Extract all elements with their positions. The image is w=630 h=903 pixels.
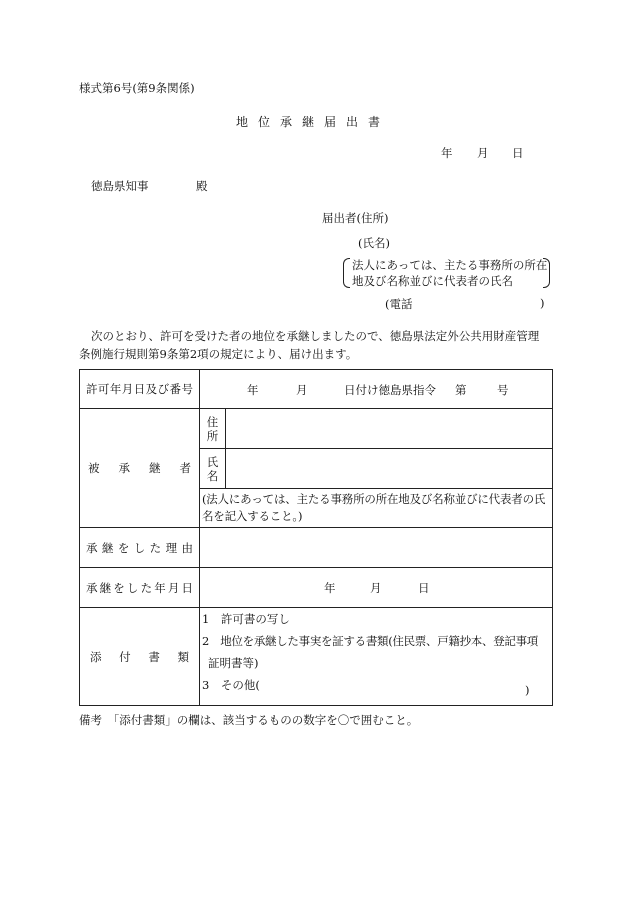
attachment-item-3-close: ) [525,683,530,697]
applicant-phone-label: (電話 [385,297,413,311]
permit-go: 号 [497,383,509,397]
applicant-phone-close: ) [540,296,545,310]
body-text-line2: 条例施行規則第9条第2項の規定により、届け出ます。 [79,347,358,361]
reason-field[interactable] [200,528,553,568]
predecessor-name-label-text: 氏名 [206,454,219,483]
body-text-line1: 次のとおり、許可を受けた者の地位を承継しましたので、徳島県法定外公共用財産管理 [91,329,540,343]
date-day: 日 [512,146,524,160]
remarks: 備考 「添付書類」の欄は、該当するものの数字を〇で囲むこと。 [79,713,419,727]
table-row-succession-date [80,568,553,608]
applicant-name-label: (氏名) [358,236,390,250]
attachment-item-3[interactable] [200,674,552,696]
succession-date-field[interactable] [200,568,553,608]
succession-year: 年 [324,581,336,595]
attachments-field [200,608,553,706]
reason-label: 承継をした理由 [80,528,200,568]
permit-month: 月 [296,383,308,397]
form-table [79,369,553,706]
succession-day: 日 [418,581,430,595]
applicant-address-label: 届出者(住所) [322,211,389,225]
date-month: 月 [477,146,489,160]
attachment-item-2-cont: 証明書等) [208,656,259,670]
corp-note-line1: 法人にあっては、主たる事務所の所在 [352,258,548,272]
table-row-permit [80,370,553,409]
page-title: 地位承継届出書 [236,115,391,129]
attachments-label: 添付書類 [80,608,200,706]
predecessor-address-field[interactable] [226,409,553,449]
permit-date-field[interactable] [200,370,553,409]
succession-date-label: 承継をした年月日 [80,568,200,608]
attachment-item-2[interactable]: 2 地位を承継した事実を証する書類(住民票、戸籍抄本、登記事項 [202,634,539,648]
attachment-item-1[interactable]: 1 許可書の写し [202,612,290,626]
predecessor-address-label-text: 住所 [206,414,219,443]
predecessor-label: 被承継者 [80,409,200,528]
attachment-item-3-open: 3 その他( [202,678,260,692]
permit-issued: 日付け徳島県指令 [344,383,436,397]
predecessor-name-field[interactable] [226,449,553,489]
left-bracket [343,258,350,288]
table-row-predecessor-address [80,409,553,449]
predecessor-note: (法人にあっては、主たる事務所の所在地及び名称並びに代表者の氏名を記入すること。) [200,489,553,528]
addressee-honorific: 殿 [196,179,208,193]
predecessor-address-label [200,409,226,449]
right-bracket [543,258,550,288]
table-row-reason [80,528,553,568]
permit-year: 年 [247,383,259,397]
corp-note-line2: 地及び名称並びに代表者の氏名 [352,274,513,288]
form-number: 様式第6号(第9条関係) [79,81,195,95]
date-year: 年 [441,146,453,160]
succession-month: 月 [370,581,382,595]
table-row-attachments [80,608,553,706]
addressee-name: 徳島県知事 [91,179,149,193]
predecessor-name-label [200,449,226,489]
permit-dai: 第 [455,383,467,397]
permit-date-label: 許可年月日及び番号 [80,370,200,409]
